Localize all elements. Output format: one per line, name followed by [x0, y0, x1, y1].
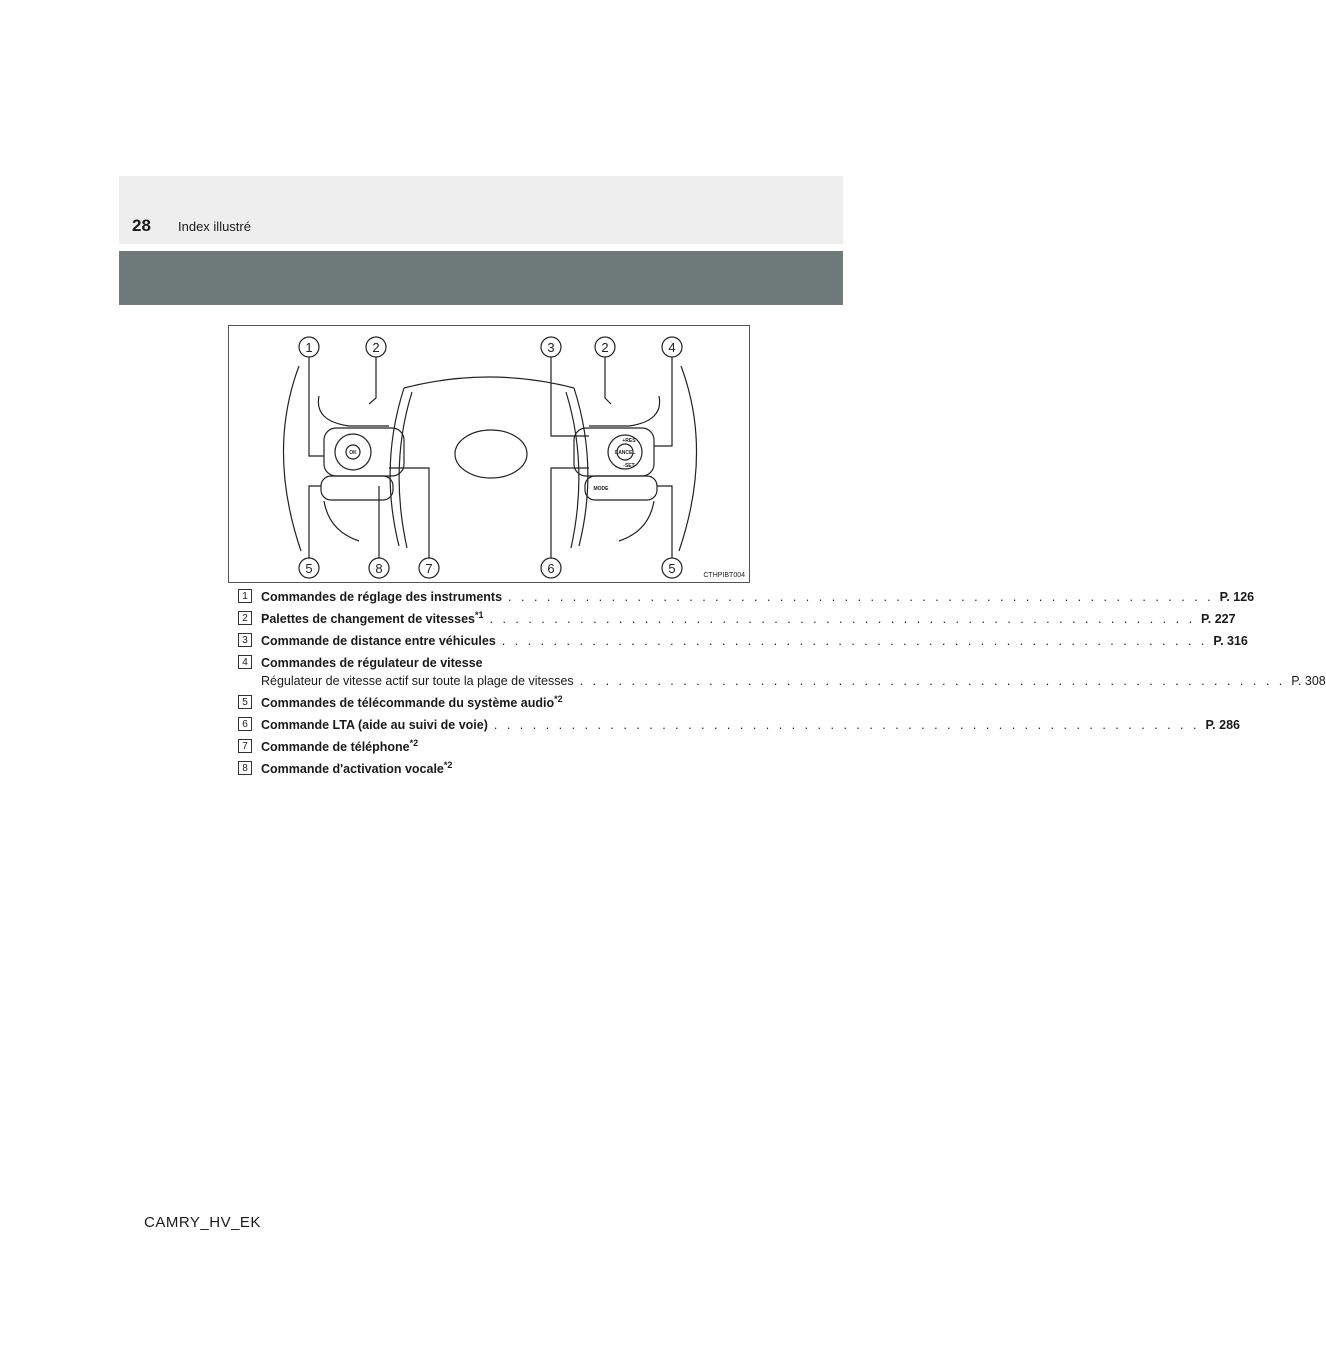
list-item: [238, 760, 728, 778]
footnote-mark: *1: [474, 609, 484, 620]
list-item: [238, 716, 1240, 734]
list-item: [238, 694, 728, 712]
callout-bottom-3: 7: [425, 561, 433, 576]
item-title: Commande de distance entre véhicules: [261, 634, 496, 648]
item-title: Commande d'activation vocale$^{*2}$: [261, 759, 453, 776]
item-number: 4: [238, 655, 252, 669]
leader-dots: [580, 672, 1286, 690]
button-mode-label: MODE: [593, 486, 609, 492]
item-number: 6: [238, 717, 252, 731]
model-code: CAMRY_HV_EK: [144, 1214, 261, 1231]
callout-top-1: 1: [305, 340, 313, 355]
figure-code: CTHPIBT004: [703, 572, 745, 579]
page-ref-link[interactable]: P. 126: [1219, 590, 1255, 604]
callout-bottom-4: 6: [547, 561, 555, 576]
item-list: [238, 588, 1326, 782]
item-number: 7: [238, 739, 252, 753]
page-ref-link[interactable]: P. 316: [1213, 634, 1248, 648]
item-title: Commande LTA (aide au suivi de voie): [261, 718, 488, 732]
callout-top-3: 3: [547, 340, 555, 355]
leader-dots: [494, 716, 1200, 734]
footnote-mark: *2: [554, 693, 563, 704]
button-res-label: +RES: [622, 438, 636, 444]
item-number: 3: [238, 633, 252, 647]
page-ref-link[interactable]: P. 227: [1201, 612, 1236, 626]
page-ref-link[interactable]: P. 286: [1205, 718, 1240, 732]
leader-dots: [502, 632, 1208, 650]
list-item: [238, 609, 1236, 628]
button-set-label: -SET: [623, 463, 635, 469]
footnote-mark: *2: [409, 737, 419, 748]
leader-dots: [508, 588, 1214, 606]
callout-top-4: 2: [601, 340, 609, 355]
list-item: [238, 588, 1255, 606]
section-title: Index illustré: [178, 219, 251, 234]
item-title: Commande de téléphone$^{*2}$: [261, 737, 419, 754]
item-number: 5: [238, 695, 252, 709]
callout-top-5: 4: [668, 340, 676, 355]
list-item: [238, 654, 1326, 690]
callout-bottom-5: 5: [668, 561, 676, 576]
item-title: Commandes de régulateur de vitesse: [261, 656, 483, 670]
item-number: 8: [238, 761, 252, 775]
item-subtitle: Régulateur de vitesse actif sur toute la plage de vitesses: [261, 674, 574, 688]
page-number: 28: [132, 216, 151, 235]
steering-wheel-figure: [228, 325, 750, 583]
list-item: [238, 738, 728, 756]
callout-top-2: 2: [372, 340, 380, 355]
steering-wheel-illustration: [229, 326, 749, 582]
list-item: [238, 632, 1248, 650]
item-title: Palettes de changement de vitesses$^{*1}$: [261, 609, 484, 626]
button-ok-label: OK: [349, 450, 357, 456]
leader-dots: [490, 610, 1196, 628]
page-ref-link[interactable]: P. 308: [1291, 674, 1326, 688]
item-title: Commandes de réglage des instruments: [261, 590, 503, 604]
item-number: 2: [238, 611, 252, 625]
button-cancel-label: CANCEL: [614, 450, 636, 456]
callout-bottom-2: 8: [375, 561, 383, 576]
callout-bottom-1: 5: [305, 561, 313, 576]
section-banner: [119, 251, 843, 305]
item-title: Commandes de télécommande du système audio$^{*2}$: [261, 693, 563, 710]
footnote-mark: *2: [443, 759, 453, 770]
item-number: 1: [238, 589, 252, 603]
